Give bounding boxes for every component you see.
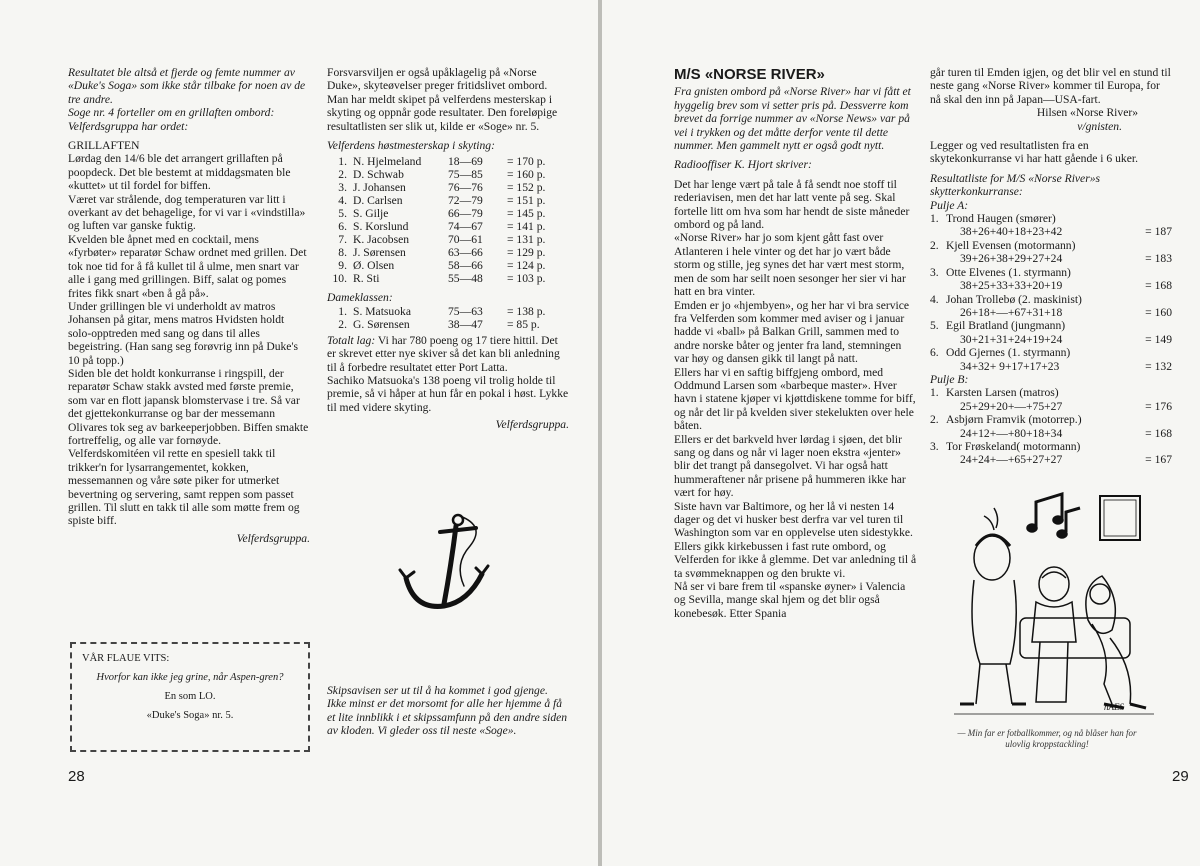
- paragraph: Ellers har vi en saftig biffgjeng ombord, med Oddmund Larsen som «barbeque master». Hver havn i statene kjøper vi kjøttdiskene tomme for biff, og når det lir på kvelden siver stekelukten over hele båten.: [674, 365, 916, 433]
- joke-question: Hvorfor kan ikke jeg grine, når Aspen-gren?: [96, 672, 284, 683]
- result-calc: 38+26+40+18+23+42: [960, 225, 1063, 239]
- result-rank: 1.: [930, 386, 939, 400]
- result-total: = 132: [1145, 359, 1172, 373]
- table-row: [327, 155, 548, 168]
- result-rank: 4.: [338, 194, 347, 208]
- list-item: [930, 413, 1172, 440]
- result-name: D. Schwab: [353, 168, 404, 182]
- result-name: K. Jacobsen: [353, 233, 410, 247]
- ladies-results-table: [327, 305, 548, 331]
- table-row: [327, 220, 548, 233]
- result-rank: 8.: [338, 246, 347, 260]
- result-score: = 160 p.: [507, 168, 546, 182]
- result-rank: 10.: [332, 272, 347, 286]
- result-total: = 187: [1145, 225, 1172, 239]
- result-rank: 2.: [930, 238, 939, 252]
- result-name-line: [930, 413, 1172, 426]
- table-row: [327, 246, 548, 259]
- result-rank: 3.: [930, 265, 939, 279]
- joke-title: VÅR FLAUE VITS:: [82, 653, 170, 664]
- result-name: Johan Trollebø (2. maskinist): [946, 292, 1082, 306]
- result-series: 55—48: [448, 272, 483, 286]
- ladies-heading: Dameklassen:: [327, 291, 393, 305]
- result-score: = 145 p.: [507, 207, 546, 221]
- result-calc: 34+32+ 9+17+17+23: [960, 359, 1060, 373]
- result-calc: 39+26+38+29+27+24: [960, 252, 1063, 266]
- result-name: Otte Elvenes (1. styrmann): [946, 265, 1071, 279]
- left-page: [0, 0, 598, 866]
- result-rank: 6.: [338, 220, 347, 234]
- byline: Radiooffiser K. Hjort skriver:: [674, 158, 812, 172]
- right-page: [602, 0, 1200, 866]
- intro-text-2: Soge nr. 4 forteller om en grillaften ombord: Velferdsgruppa har ordet:: [68, 106, 275, 133]
- greeting-sign: v/gnisten.: [1077, 119, 1122, 133]
- result-name: Egil Bratland (jungmann): [946, 319, 1066, 333]
- paragraph: Lørdag den 14/6 ble det arrangert grillaften på poopdeck. Det ble bestemt at middagsmaten ble «kuttet» ut til fordel for biffen.: [68, 152, 291, 193]
- paragraph: Velferdskomitéen vil rette en spesiell takk til trikker'n for lysarrangementet, kokken, messemannen og våre søte piker for utmerket bevertning og servering, samt reppen som passet grillen. Til slutt en takk til alle som møtte frem og spiste biff.: [68, 447, 300, 528]
- result-name-line: [930, 239, 1172, 252]
- joke-box: [70, 642, 310, 752]
- result-name: S. Korslund: [353, 220, 409, 234]
- left-column-2: [327, 66, 569, 432]
- table-row: [327, 305, 548, 318]
- list-item: [930, 346, 1172, 373]
- result-score-line: [930, 225, 1172, 238]
- result-total: = 160: [1145, 305, 1172, 319]
- list-item: [930, 386, 1172, 413]
- result-score-line: [930, 333, 1172, 346]
- list-item: [930, 239, 1172, 266]
- svg-text:hAES: hAES: [1104, 702, 1124, 712]
- paragraph: Nå ser vi bare frem til «spanske øyner» i Valencia og Sevilla, mange skal hjem og det blir også konebesøk. Etter Spania: [674, 580, 906, 620]
- paragraph: Ellers er det barkveld hver lørdag i sjøen, det blir sang og dans og når vi lager noen ekstra «jenter» blir det trangt på dansegolvet. Vi har også hatt hummeraftener når prisene på hummeren ikke har vært for høy.: [674, 432, 906, 500]
- result-total: = 183: [1145, 252, 1172, 266]
- result-score: = 141 p.: [507, 220, 546, 234]
- paragraph: Sachiko Matsuoka's 138 poeng vil trolig holde til premie, så vi håper at hun får en pokal i høst. Lykke til med videre skyting.: [327, 374, 569, 414]
- result-score-line: [930, 360, 1172, 373]
- result-score-line: [930, 252, 1172, 265]
- signature: Velferdsgruppa.: [495, 418, 569, 432]
- result-total: = 168: [1145, 426, 1172, 440]
- result-score: = 103 p.: [507, 272, 546, 286]
- greeting: Hilsen «Norse River»: [1036, 106, 1138, 120]
- paragraph: Kvelden ble åpnet med en cocktail, mens «fyrbøter» reparatør Schaw ordnet med grillen. Det tok noe tid for å få kullet til å ulme, men snart var alle i gang med grillingen. Biff, salat og pomes frites fikk snart «ben å gå på».: [68, 232, 307, 300]
- paragraph: Siste havn var Baltimore, og her lå vi nesten 14 dager og det vi husker best derfra var vel turen til Washington som var en opplevelse uten sidestykke. Ellers gikk kirkebussen i fast rute ombord, og Velferden for ikke å glemme. Det var anledning til å ta svømmeknappen og den brukte vi.: [674, 499, 917, 580]
- result-calc: 38+25+33+33+20+19: [960, 279, 1063, 293]
- result-name: D. Carlsen: [353, 194, 403, 208]
- result-rank: 9.: [338, 259, 347, 273]
- result-score: = 129 p.: [507, 246, 546, 260]
- table-row: [327, 318, 548, 331]
- result-series: 70—61: [448, 233, 483, 247]
- result-score: = 131 p.: [507, 233, 546, 247]
- result-score-line: [930, 306, 1172, 319]
- result-name: Ø. Olsen: [353, 259, 395, 273]
- cartoon-caption: — Min far er fotballkommer, og nå blåser han for ulovlig kroppstackling!: [957, 728, 1137, 749]
- paragraph: Været var strålende, dog temperaturen var litt i overkant av det behagelige, for vi var i «vindstilla» og luften var ganske fuktig.: [68, 192, 306, 233]
- total-label: Totalt lag:: [327, 333, 376, 347]
- result-score-line: [930, 453, 1172, 466]
- result-name: Karsten Larsen (matros): [946, 386, 1059, 400]
- result-rank: 1.: [338, 304, 347, 318]
- list-item: [930, 266, 1172, 293]
- group-a-results: [930, 212, 1172, 373]
- left-column-1: [68, 66, 310, 545]
- result-rank: 5.: [930, 319, 939, 333]
- paragraph: Emden er jo «hjembyen», og her har vi bra service fra Velferden som kommer med aviser og i januar hadde vi «ball» på Balkan Grill, sammen med to andre norske båter og jenter fra land, stemningen var høy og dansen gikk til langt på natt.: [674, 298, 910, 366]
- result-series: 74—67: [448, 220, 483, 234]
- result-score-line: [930, 427, 1172, 440]
- result-name-line: [930, 319, 1172, 332]
- result-series: 38—47: [448, 317, 483, 331]
- result-score: = 124 p.: [507, 259, 546, 273]
- result-score: = 151 p.: [507, 194, 546, 208]
- right-column-2: [930, 66, 1172, 467]
- result-calc: 24+24+—+65+27+27: [960, 453, 1063, 467]
- result-series: 66—79: [448, 207, 483, 221]
- result-name: S. Matsuoka: [353, 304, 411, 318]
- group-a-heading: Pulje A:: [930, 198, 969, 212]
- result-rank: 2.: [930, 413, 939, 427]
- result-calc: 26+18+—+67+31+18: [960, 305, 1063, 319]
- table-row: [327, 207, 548, 220]
- right-column-1: [674, 68, 918, 620]
- page-number: 28: [68, 768, 85, 785]
- paragraph: Siden ble det holdt konkurranse i ringspill, der reparatør Schaw stakk avsted med første premie, som var en flott japansk blomstervase i tre. Så var det gjettekonkurranse og bar der messemann Olivares tok seg av barkeeperjobben. Biffen smakte fortreffelig, og alle var fornøyde.: [68, 366, 309, 447]
- cartoon-illustration: [954, 488, 1154, 724]
- paragraph: Under grillingen ble vi underholdt av matros Johansen på gitar, mens matros Hvidsten holdt solo-opptreden med sang og dans til alles begeistring. (Han sang seg forøvrig inn på Duke's 10 på topp.): [68, 299, 299, 367]
- result-total: = 176: [1145, 399, 1172, 413]
- table-row: [327, 233, 548, 246]
- result-name: Asbjørn Framvik (motorrep.): [946, 413, 1082, 427]
- table-row: [327, 259, 548, 272]
- result-rank: 2.: [338, 317, 347, 331]
- result-rank: 1.: [338, 155, 347, 169]
- group-b-heading: Pulje B:: [930, 372, 969, 386]
- paragraph: Det har lenge vært på tale å få sendt noe stoff til rederiavisen, men det har latt vente på seg. Skal fortelle litt om hva som har hendt de siste måneder ombord og på land.: [674, 177, 910, 232]
- list-item: [930, 440, 1172, 467]
- paragraph: Legger og ved resultatlisten fra en skytekonkurranse vi har hatt gående i 6 uker.: [930, 139, 1138, 166]
- table-row: [327, 272, 548, 285]
- result-calc: 25+29+20+—+75+27: [960, 399, 1063, 413]
- result-name: J. Johansen: [353, 181, 406, 195]
- result-score: = 170 p.: [507, 155, 546, 169]
- result-calc: 30+21+31+24+19+24: [960, 332, 1063, 346]
- result-calc: 24+12+—+80+18+34: [960, 426, 1063, 440]
- closing-note: Skipsavisen ser ut til å ha kommet i god gjenge. Ikke minst er det morsomt for alle her hjemme å få et lite innblikk i et skipssamfunn på den andre siden av kloden. Vi gleder oss til neste «Soge».: [327, 684, 568, 738]
- table-row: [327, 194, 548, 207]
- intro-text: Resultatet ble altså et fjerde og femte nummer av «Duke's Soga» som ikke står tilbake for noen av de tre andre.: [68, 66, 306, 106]
- results-heading: Resultatliste for M/S «Norse River»s skytterkonkurranse:: [930, 171, 1101, 199]
- result-name-line: [930, 440, 1172, 453]
- list-item: [930, 319, 1172, 346]
- result-name: J. Sørensen: [353, 246, 406, 260]
- result-rank: 6.: [930, 346, 939, 360]
- result-rank: 7.: [338, 233, 347, 247]
- results-table: [327, 155, 548, 285]
- result-name: Tor Frøskeland( motormann): [946, 439, 1081, 453]
- paragraph: går turen til Emden igjen, og det blir vel en stund til neste gang «Norse River» kommer til Europa, for nå skal den inn på Japan—USA-fart.: [930, 66, 1171, 106]
- result-score-line: [930, 400, 1172, 413]
- table-row: [327, 168, 548, 181]
- result-total: = 149: [1145, 332, 1172, 346]
- result-rank: 2.: [338, 168, 347, 182]
- result-name-line: [930, 212, 1172, 225]
- result-series: 63—66: [448, 246, 483, 260]
- result-series: 76—76: [448, 181, 483, 195]
- total-text: Vi har 780 poeng og 17 tiere hittil. Det er skrevet etter nye skiver så det kan bli anledning til å forbedre resultatet etter Port Latta.: [327, 333, 560, 374]
- joke-source: «Duke's Soga» nr. 5.: [146, 710, 234, 721]
- result-name: S. Gilje: [353, 207, 389, 221]
- result-rank: 4.: [930, 292, 939, 306]
- result-name: R. Sti: [353, 272, 380, 286]
- result-total: = 167: [1145, 453, 1172, 467]
- result-total: = 168: [1145, 279, 1172, 293]
- article-heading: GRILLAFTEN: [68, 139, 140, 153]
- joke-answer: En som LO.: [164, 691, 216, 702]
- result-name-line: [930, 346, 1172, 359]
- result-rank: 5.: [338, 207, 347, 221]
- list-item: [930, 212, 1172, 239]
- result-name: N. Hjelmeland: [353, 155, 422, 169]
- result-name: Trond Haugen (smører): [946, 212, 1056, 226]
- result-name: Kjell Evensen (motormann): [946, 238, 1076, 252]
- list-item: [930, 293, 1172, 320]
- result-name-line: [930, 386, 1172, 399]
- result-rank: 3.: [338, 181, 347, 195]
- result-series: 75—63: [448, 304, 483, 318]
- result-rank: 3.: [930, 439, 939, 453]
- article-title: M/S «NORSE RIVER»: [674, 66, 825, 83]
- page-number: 29: [1172, 768, 1189, 785]
- result-score-line: [930, 279, 1172, 292]
- signature: Velferdsgruppa.: [236, 531, 310, 545]
- paragraph: Forsvarsviljen er også upåklagelig på «Norse Duke», skyteøvelser preger fritidslivet ombord. Man har meldt skipet på velferdens mesterskap i skyting og oppnår gode resultater. Den foreløpige resultatlisten ser slik ut, kilde er «Soge» nr. 5.: [327, 66, 558, 133]
- result-name-line: [930, 266, 1172, 279]
- result-score: = 138 p.: [507, 304, 546, 318]
- results-heading: Velferdens høstmesterskap i skyting:: [327, 139, 495, 153]
- result-name-line: [930, 293, 1172, 306]
- result-score: = 152 p.: [507, 181, 546, 195]
- group-b-results: [930, 386, 1172, 466]
- table-row: [327, 181, 548, 194]
- result-series: 75—85: [448, 168, 483, 182]
- result-series: 58—66: [448, 259, 483, 273]
- result-name: Odd Gjernes (1. styrmann): [946, 346, 1071, 360]
- result-series: 18—69: [448, 155, 483, 169]
- result-name: G. Sørensen: [353, 317, 410, 331]
- result-rank: 1.: [930, 212, 939, 226]
- result-series: 72—79: [448, 194, 483, 208]
- result-score: = 85 p.: [507, 317, 540, 331]
- anchor-illustration: [396, 506, 496, 626]
- paragraph: «Norse River» har jo som kjent gått fast over Atlanteren i hele vinter og det har jo vært både storm og stille, jeg synes det har vært mest storm, men de som har seilt noen sesonger her sier vi har hatt en bra vinter.: [674, 231, 906, 299]
- intro-text: Fra gnisten ombord på «Norse River» har vi fått et hyggelig brev som vi setter pris på. Dessverre kom brevet da forrige nummer av «Norse News» var på vei i trykken og det måtte derfor vente til dette nummer. Men gammelt nytt er også godt nytt.: [674, 85, 911, 153]
